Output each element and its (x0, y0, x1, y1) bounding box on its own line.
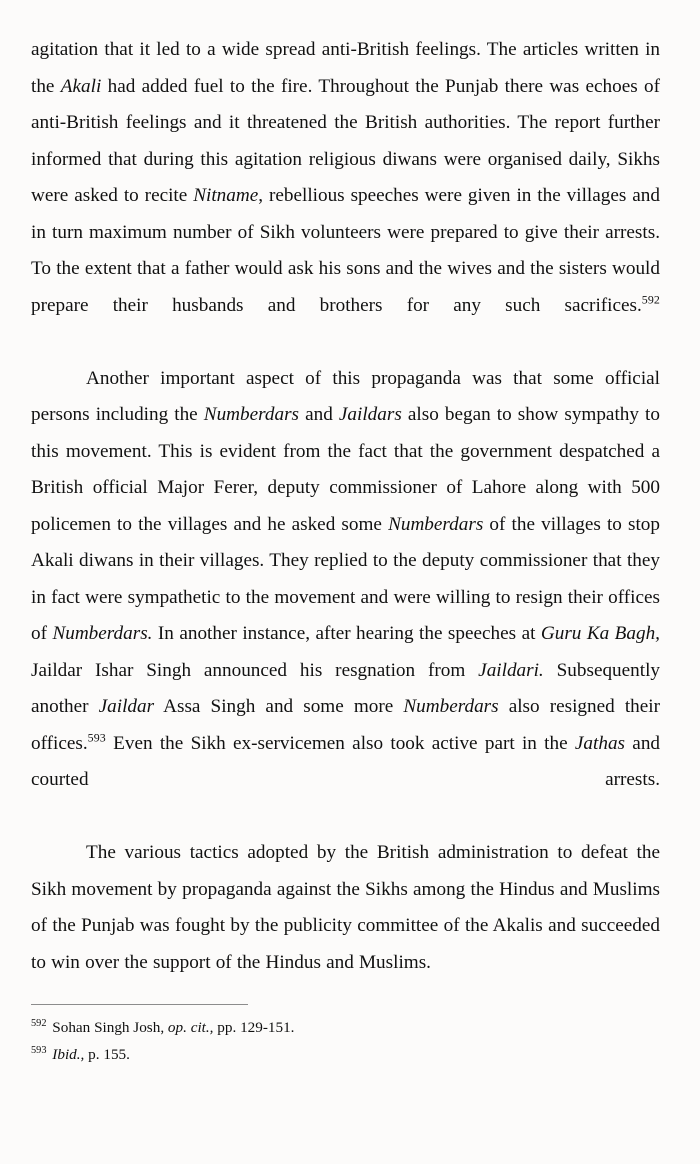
text-run: and courted arrests. (31, 732, 661, 790)
text-run: had added fuel to the fire. Throughout the Punjab there was echoes of anti-British feelings and it threatened the British authorities. The report further informed that during this agitation religious diwans were organised daily, Sikhs were asked to recite (31, 75, 661, 206)
footnote-marker: 592 (31, 1017, 47, 1029)
body-text-column (31, 32, 660, 981)
italic-term: Jaildari. (478, 659, 544, 681)
text-run: Another important aspect of this propaganda was that some official persons including the (31, 367, 660, 425)
text-run: Sohan Singh Josh, (48, 1019, 168, 1036)
paragraph (31, 835, 660, 981)
italic-term: Numberdars (203, 404, 300, 425)
text-run: Even the Sikh ex-servicemen also took active part in the (105, 732, 575, 754)
text-run: Subsequently another (31, 659, 661, 717)
italic-term: Jathas (574, 732, 626, 754)
italic-term: Nitname (193, 185, 259, 206)
footnote-area (31, 1004, 660, 1069)
text-run: also resigned their offices. (31, 696, 660, 754)
footnote-separator-rule (31, 1004, 248, 1005)
text-run: Jaildar Ishar Singh announced his resgnation from (31, 659, 479, 681)
italic-term: Akali (60, 75, 102, 97)
text-run: also began to show sympathy to this movement. This is evident from the fact that the government despatched a British official Major Ferer, deputy commissioner of Lahore along with 500 policemen to the villages and he asked some (31, 404, 660, 535)
footnote-entry (31, 1042, 660, 1067)
italic-term: Jaildars (338, 404, 402, 425)
footnote-reference: 593 (87, 730, 106, 745)
text-run: Assa Singh and some more (154, 696, 404, 717)
italic-term: Numberdars (388, 513, 484, 535)
italic-term: Jaildar (98, 696, 155, 717)
text-run: The various tactics adopted by the British administration to defeat the Sikh movement by propaganda against the Sikhs among the Hindus and Muslims of the Punjab was fought by the publicity committee of the Akalis and succeeded to win over the support of the Hindus and Muslims. (31, 842, 660, 973)
italic-term: Guru Ka Bagh, (540, 623, 660, 644)
text-run: , rebellious speeches were given in the villages and in turn maximum number of Sikh volunteers were prepared to give their arrests. To the extent that a father would ask his sons and the wives and the sisters would prepare their husbands and brothers for any such sacrifices. (31, 185, 660, 316)
footnote-marker: 593 (31, 1044, 47, 1056)
footnote-entry (31, 1015, 660, 1040)
text-run: agitation that it led to a wide spread anti-British feelings. The articles written in the (31, 39, 660, 97)
italic-term: Numberdars (403, 696, 499, 717)
paragraph (31, 361, 660, 836)
text-run: p. 155. (84, 1046, 130, 1063)
text-run: of the villages to stop Akali diwans in their villages. They replied to the deputy commissioner that they in fact were sympathetic to the movement and were willing to resign their offices of (31, 513, 660, 644)
text-run: pp. 129-151. (213, 1019, 295, 1036)
text-run: and (299, 404, 339, 425)
italic-term: op. cit., (167, 1019, 214, 1036)
footnote-reference: 592 (641, 292, 660, 307)
italic-term: Ibid., (52, 1046, 85, 1063)
italic-term: Numberdars. (52, 623, 153, 644)
text-run: In another instance, after hearing the speeches at (152, 623, 541, 644)
paragraph (31, 32, 660, 361)
